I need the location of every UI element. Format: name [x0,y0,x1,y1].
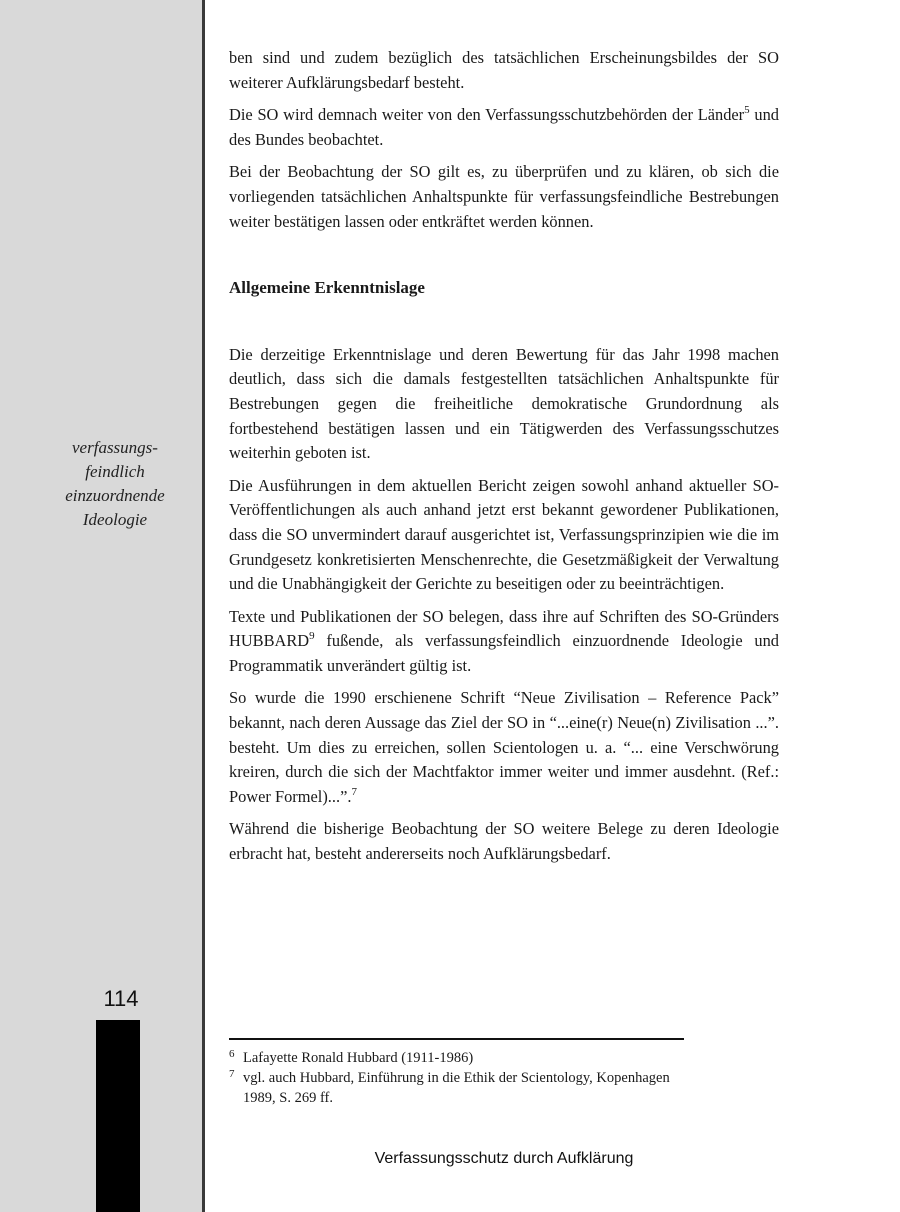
footnote-ref: 5 [744,104,750,117]
paragraph: ben sind und zudem bezüglich des tatsächlichen Erscheinungsbildes der SO weiterer Aufklärungsbedarf besteht. [229,48,779,92]
paragraph: Die Ausführungen in dem aktuellen Bericht zeigen sowohl anhand aktueller SO-Veröffentlichungen als auch anhand jetzt erst bekannt gewordener Publikationen, dass die SO unvermindert darauf ausgerichtet ist, Verfassungsprinzipien wie die im Grundgesetz konkretisierten Menschenrechte, die Gesetzmäßigkeit der Verwaltung und die Unabhängigkeit der Gerichte zu beseitigen oder zu beeinträchtigen. [229,475,779,594]
footnote-ref: 9 [309,630,315,643]
page-number: 114 [103,986,139,1011]
paragraph: Während die bisherige Beobachtung der SO weitere Belege zu deren Ideologie erbracht hat, besteht andererseits noch Aufklärungsbedarf. [229,819,779,864]
body-text [229,46,779,875]
margin-note-line: einzuordnende [65,486,165,505]
paragraph: Bei der Beobachtung der SO gilt es, zu überprüfen und zu klären, ob sich die vorliegenden tatsächlichen Anhaltspunkte für verfassungsfeindliche Bestrebungen weiter bestätigen lassen oder entkräftet werden können. [229,162,779,231]
footnote-ref: 7 [351,785,357,798]
footnote-separator [229,1038,684,1040]
footnote-text: vgl. auch Hubbard, Einführung in die Ethik der Scientology, Kopenhagen 1989, S. 269 ff. [243,1070,670,1106]
page-tab-bar [96,1020,140,1212]
page-footer: Verfassungsschutz durch Aufklärung [374,1150,634,1167]
margin-note-line: feindlich [85,462,145,481]
margin-divider-line [202,0,205,1212]
paragraph-text: und des Bundes beobachtet. [229,105,780,149]
paragraph-text: fußende, als verfassungsfeindlich einzuordnende Ideologie und Programmatik unverändert gültig ist. [229,631,779,675]
footnote: 6 Lafayette Ronald Hubbard (1911-1986) [229,1048,474,1066]
paragraph-text: So wurde die 1990 erschienene Schrift “Neue Zivilisation – Reference Pack” bekannt, nach deren Aussage das Ziel der SO in “...eine(r) Neue(n) Zivilisation ...”. besteht. Um dies zu erreichen, sollen Scientologen u. a. “... eine Verschwörung kreiren, durch die sich der Machtfaktor immer weiter und immer ausdehnt. (Ref.: Power Formel)...”. [229,688,779,806]
margin-note [40,436,190,532]
paragraph [229,103,779,152]
margin-note-line: verfassungs- [72,438,158,457]
footnote-text: Lafayette Ronald Hubbard (1911-1986) [243,1050,474,1066]
paragraph [229,605,779,679]
paragraph: Die derzeitige Erkenntnislage und deren Bewertung für das Jahr 1998 machen deutlich, dass sich die damals festgestellten tatsächlichen Anhaltspunkte für Bestrebungen gegen die freiheitliche demokratische Grundordnung als fortbestehend bestätigen lassen und ein Tätigwerden des Verfassungsschutzes weiterhin geboten ist. [229,344,779,463]
footnote: 7 vgl. auch Hubbard, Einführung in die Ethik der Scientology, Kopenhagen 1989, S. 269 ff. [229,1068,670,1106]
paragraph [229,686,779,809]
paragraph-text: Texte und Publikationen der SO belegen, dass ihre auf Schriften des SO-Gründers HUBBARD [229,606,779,651]
paragraph-text: Die SO wird demnach weiter von den Verfassungsschutzbehörden der Länder [229,105,745,125]
footnotes [229,1048,699,1108]
section-heading: Allgemeine Erkenntnislage [229,278,425,298]
margin-note-line: Ideologie [82,510,148,529]
